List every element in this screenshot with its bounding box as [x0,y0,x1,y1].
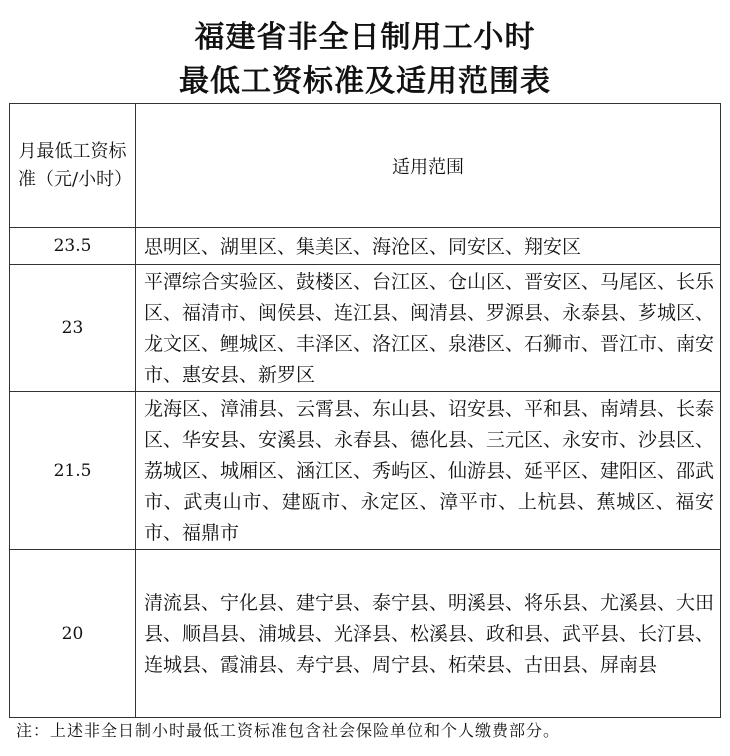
scope-cell: 龙海区、漳浦县、云霄县、东山县、诏安县、平和县、南靖县、长泰区、华安县、安溪县、永春县、德化县、三元区、永安市、沙县区、荔城区、城厢区、涵江区、秀屿区、仙游县、延平区、建阳区、邵武市、武夷山市、建瓯市、永定区、漳平市、上杭县、蕉城区、福安市、福鼎市 [136,392,721,550]
table-row [10,265,721,392]
title-line-2: 最低工资标准及适用范围表 [179,64,551,99]
table-row [10,550,721,718]
scope-cell: 清流县、宁化县、建宁县、泰宁县、明溪县、将乐县、尤溪县、大田县、顺昌县、浦城县、光泽县、松溪县、政和县、武平县、长汀县、连城县、霞浦县、寿宁县、周宁县、柘荣县、古田县、屏南县 [136,550,721,718]
footnote: 注：上述非全日制小时最低工资标准包含社会保险单位和个人缴费部分。 [16,721,561,740]
rate-cell: 23 [10,265,136,392]
header-scope: 适用范围 [136,104,721,228]
rate-cell: 21.5 [10,392,136,550]
scope-cell: 思明区、湖里区、集美区、海沧区、同安区、翔安区 [136,228,721,265]
table-row [10,228,721,265]
table-row [10,392,721,550]
scope-cell: 平潭综合实验区、鼓楼区、台江区、仓山区、晋安区、马尾区、长乐区、福清市、闽侯县、连江县、闽清县、罗源县、永泰县、芗城区、龙文区、鲤城区、丰泽区、洛江区、泉港区、石狮市、晋江市、南安市、惠安县、新罗区 [136,265,721,392]
rate-cell: 23.5 [10,228,136,265]
table-header-row [10,104,721,228]
rate-cell: 20 [10,550,136,718]
header-rate: 月最低工资标准（元/小时） [10,104,136,228]
title-line-1: 福建省非全日制用工小时 [194,20,536,55]
wage-table [9,103,721,718]
